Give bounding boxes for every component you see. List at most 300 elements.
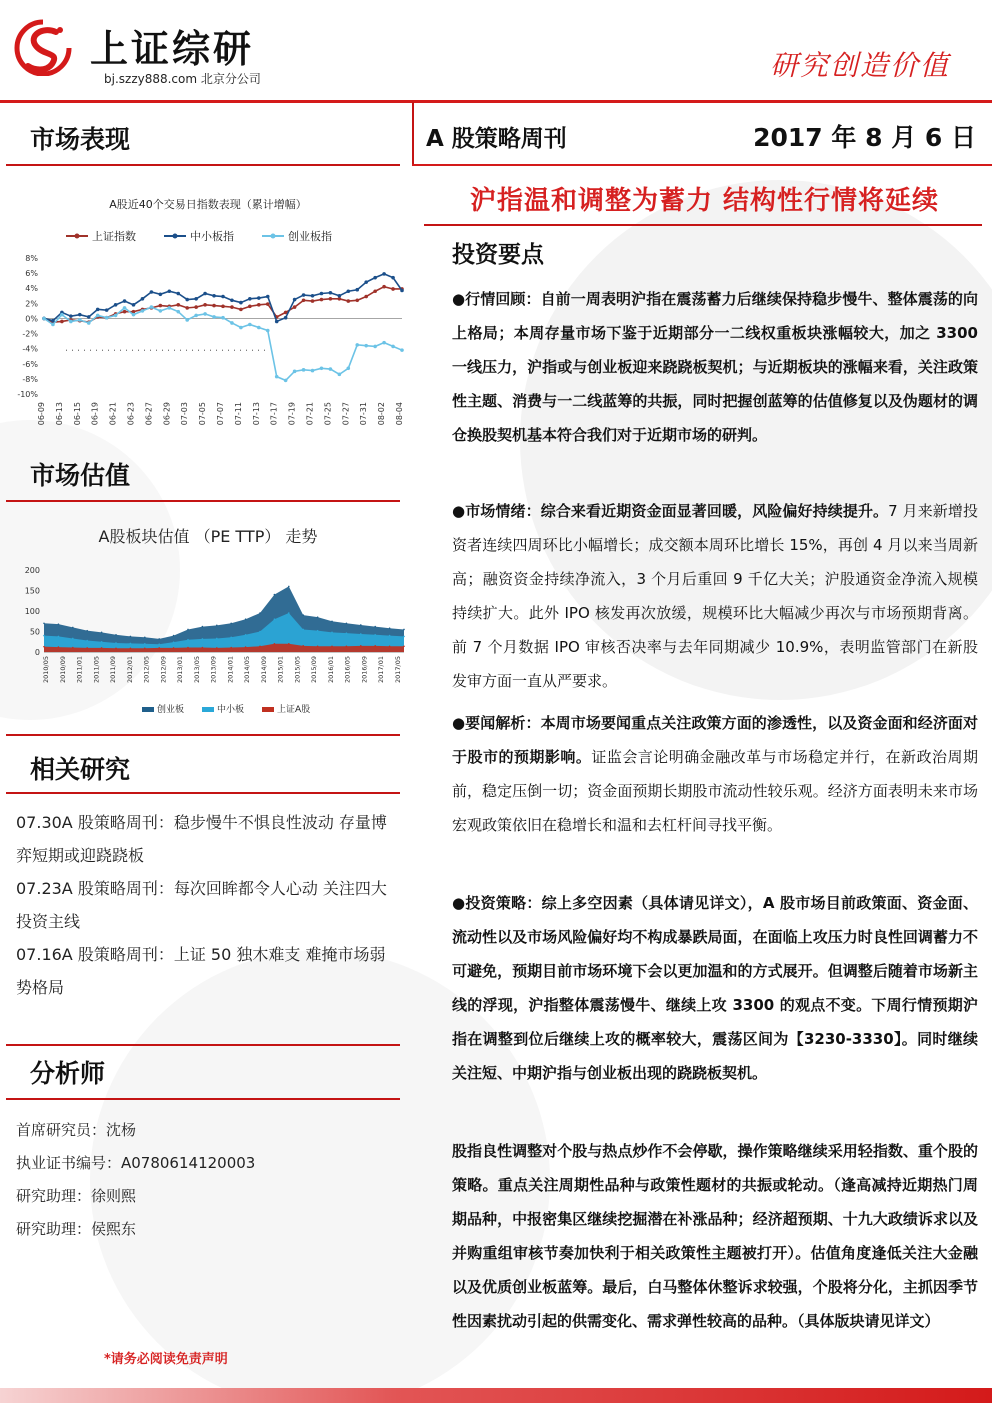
y-tick-label: 4% <box>25 284 38 294</box>
data-point <box>87 321 91 325</box>
valuation-chart <box>6 518 410 718</box>
y-tick-label: 2% <box>25 299 38 309</box>
data-point <box>69 320 73 324</box>
data-point <box>355 288 359 292</box>
y-tick-label: 6% <box>25 269 38 279</box>
data-point <box>58 646 60 648</box>
analyst-item: 执业证书编号：A0780614120003 <box>16 1154 256 1172</box>
x-tick-label: 2012/01 <box>125 656 134 684</box>
legend-item <box>142 702 184 715</box>
data-point <box>130 648 132 650</box>
index-chart-svg <box>6 190 410 440</box>
data-point <box>130 636 132 638</box>
data-point <box>212 294 216 298</box>
data-point <box>158 647 160 649</box>
data-point <box>245 634 247 636</box>
data-point <box>391 287 395 291</box>
data-point <box>331 620 333 622</box>
paragraph-text: 证监会言论明确金融改革与市场稳定并行，在新政治周期前，稳定压倒一切；资金面预期长期股市流动性较乐观。经济方面表明未来市场宏观政策依旧在稳增长和温和去杠杆间寻找平衡。 <box>452 748 978 834</box>
data-point <box>203 292 207 296</box>
x-tick-label: 06-27 <box>144 402 154 426</box>
data-point <box>96 308 100 312</box>
y-tick-label: -8% <box>22 374 38 384</box>
data-point <box>150 305 154 309</box>
analyst-item: 研究助理：徐则熙 <box>16 1187 137 1205</box>
data-point <box>216 625 218 627</box>
x-tick-label: 07-25 <box>323 402 333 426</box>
data-point <box>230 299 234 303</box>
data-point <box>400 348 404 352</box>
paragraph-text: ●投资策略：综上多空因素（具体请见详文），A 股市场目前政策面、资金面、流动性以及市场风险偏好均不构成暴跌局面，在面临上攻压力时良性回调蓄力不可避免，预期目前市场环境下会以更加温和的方式展开。但调整后随着市场新主线的浮现，沪指整体震荡慢牛、继续上攻 3300 的观点不变。下周行情预期沪指在调整到位后继续上攻的概率较大，震荡区间为【3230-3330】。同时继续关注短、中期沪指与创业板出现的跷跷板契机。 <box>452 894 978 1082</box>
data-point <box>274 643 276 645</box>
legend-label: 上证A股 <box>277 705 311 715</box>
data-point <box>360 645 362 647</box>
legend-swatch <box>202 707 214 712</box>
data-point <box>221 316 225 320</box>
data-point <box>288 643 290 645</box>
legend-label: 创业板 <box>157 705 185 715</box>
legend-label: 中小板指 <box>190 230 234 243</box>
data-point <box>329 367 333 371</box>
section-rule <box>6 734 400 736</box>
x-tick-label: 2015/05 <box>293 656 302 684</box>
data-point <box>194 305 198 309</box>
data-point <box>275 375 279 379</box>
data-point <box>266 295 270 299</box>
data-point <box>216 647 218 649</box>
x-tick-label: 07-13 <box>251 402 261 426</box>
data-point <box>150 290 154 294</box>
data-point <box>123 299 127 303</box>
data-point <box>355 299 359 303</box>
x-tick-label: 07-21 <box>305 402 315 426</box>
data-point <box>360 633 362 635</box>
data-point <box>115 648 117 650</box>
paragraph-sentiment <box>452 494 978 698</box>
data-point <box>72 638 74 640</box>
x-tick-label: 08-04 <box>395 402 404 426</box>
paragraph-stock-picking <box>452 1134 978 1338</box>
data-point <box>338 294 342 298</box>
data-point <box>403 645 405 647</box>
data-point <box>355 343 359 347</box>
data-point <box>239 308 243 312</box>
data-point <box>329 297 333 301</box>
data-point <box>60 313 64 317</box>
brand-name: 上证综研 <box>90 27 255 71</box>
data-point <box>317 616 319 618</box>
data-point <box>58 636 60 638</box>
data-point <box>51 323 55 327</box>
x-tick-label: 2011/01 <box>75 656 84 684</box>
data-point <box>257 326 261 330</box>
data-point <box>60 320 64 324</box>
publication-date: 2017 年 8 月 6 日 <box>753 123 976 152</box>
data-point <box>320 292 324 296</box>
data-point <box>141 309 145 313</box>
data-point <box>158 638 160 640</box>
data-point <box>302 368 306 372</box>
x-tick-label: 07-31 <box>359 402 369 426</box>
data-point <box>230 321 234 325</box>
data-point <box>176 303 180 307</box>
data-point <box>284 316 288 320</box>
data-point <box>114 314 118 318</box>
data-point <box>274 594 276 596</box>
data-point <box>115 642 117 644</box>
x-tick-label: 06-29 <box>162 402 172 426</box>
data-point <box>347 299 351 303</box>
data-point <box>101 647 103 649</box>
data-point <box>389 635 391 637</box>
data-point <box>389 645 391 647</box>
data-point <box>302 299 306 303</box>
footer-bar <box>0 1388 992 1403</box>
data-point <box>302 645 304 647</box>
data-point <box>141 297 145 301</box>
x-tick-label: 2015/09 <box>310 656 319 684</box>
section-title-analyst: 分析师 <box>30 1059 106 1088</box>
x-tick-label: 06-23 <box>126 402 136 426</box>
data-point <box>382 272 386 276</box>
x-tick-label: 2016/09 <box>360 656 369 684</box>
data-point <box>320 298 324 302</box>
data-point <box>86 647 88 649</box>
data-point <box>230 647 232 649</box>
data-point <box>346 623 348 625</box>
x-tick-label: 2013/01 <box>176 656 185 684</box>
data-point <box>347 289 351 293</box>
data-point <box>176 310 180 314</box>
related-research-item[interactable]: 07.16A 股策略周刊：上证 50 独木难支 难掩市场弱势格局 <box>16 945 386 997</box>
data-point <box>43 623 45 625</box>
legend-swatch <box>262 707 274 712</box>
data-point <box>86 640 88 642</box>
data-point <box>105 316 109 320</box>
related-research-list <box>16 806 396 1004</box>
data-point <box>176 292 180 296</box>
data-point <box>275 320 279 324</box>
data-point <box>230 636 232 638</box>
data-point <box>130 643 132 645</box>
x-tick-label: 2011/05 <box>92 656 101 684</box>
data-point <box>259 612 261 614</box>
analyst-item: 首席研究员：沈杨 <box>16 1121 137 1139</box>
legend-item <box>262 702 310 715</box>
data-point <box>302 614 304 616</box>
data-point <box>69 314 73 318</box>
section-title-market: 市场表现 <box>30 125 131 154</box>
legend-swatch <box>142 707 154 712</box>
data-point <box>72 647 74 649</box>
data-point <box>132 303 136 307</box>
data-point <box>311 299 315 303</box>
x-tick-label: 2014/09 <box>259 656 268 684</box>
valuation-chart-svg <box>6 518 410 718</box>
data-point <box>391 276 395 280</box>
x-tick-label: 2013/09 <box>209 656 218 684</box>
chart-title: A股板块估值 （PE TTP） 走势 <box>98 527 318 546</box>
data-point <box>400 289 404 293</box>
data-point <box>317 645 319 647</box>
legend-label: 创业板指 <box>288 230 332 243</box>
data-point <box>185 298 189 302</box>
x-tick-label: 07-07 <box>216 402 225 426</box>
data-point <box>202 638 204 640</box>
data-point <box>221 305 225 309</box>
data-point <box>194 297 198 301</box>
data-point <box>43 646 45 648</box>
x-tick-label: 2015/01 <box>276 656 285 684</box>
y-tick-label: -6% <box>22 359 38 369</box>
data-point <box>403 636 405 638</box>
data-point <box>173 641 175 643</box>
data-point <box>373 276 377 280</box>
data-point <box>239 326 243 330</box>
x-tick-label: 07-11 <box>233 402 243 426</box>
data-point <box>221 295 225 299</box>
data-point <box>329 291 333 295</box>
data-point <box>391 345 395 349</box>
data-point <box>245 646 247 648</box>
data-point <box>266 329 270 333</box>
analyst-item: 研究助理：侯熙东 <box>16 1220 137 1238</box>
data-point <box>101 632 103 634</box>
data-point <box>364 295 368 299</box>
data-point <box>364 280 368 284</box>
x-tick-label: 2016/05 <box>343 656 352 684</box>
data-point <box>185 306 189 310</box>
data-point <box>373 345 377 349</box>
data-point <box>382 341 386 345</box>
x-tick-label: 06-09 <box>37 402 46 426</box>
x-tick-label: 2013/05 <box>192 656 201 684</box>
y-tick-label: 100 <box>24 607 40 616</box>
data-point <box>248 305 252 309</box>
data-point <box>245 618 247 620</box>
brand-logo-icon <box>12 18 74 76</box>
x-tick-label: 07-03 <box>180 402 190 426</box>
y-tick-label: 8% <box>25 254 38 263</box>
paragraph-text: ●行情回顾：自前一周表明沪指在震荡蓄力后继续保持稳步慢牛、整体震荡的向上格局；本周存量市场下鉴于近期部分一二线权重板块涨幅较大，加之 3300 一线压力，沪指或与创业板迎来跷跷板契机；与近期板块的涨幅来看，关注政策性主题、消费与一二线蓝筹的共振，同时把握创蓝筹的估值修复以及伪题材的调仓换股契机基本符合我们对于近期市场的研判。 <box>452 290 978 444</box>
data-point <box>302 629 304 631</box>
data-point <box>389 627 391 629</box>
y-tick-label: 150 <box>24 586 40 596</box>
x-tick-label: 06-21 <box>108 402 118 426</box>
data-point <box>212 315 216 319</box>
y-tick-label: 200 <box>24 566 40 575</box>
y-tick-label: -10% <box>17 390 38 399</box>
data-point <box>284 379 288 383</box>
data-point <box>159 304 163 308</box>
data-point <box>302 293 306 297</box>
section-rule <box>6 1098 400 1100</box>
data-point <box>374 634 376 636</box>
data-point <box>86 630 88 632</box>
headline-rule <box>424 224 982 226</box>
y-tick-label: -2% <box>22 329 38 339</box>
header-rule <box>412 164 992 166</box>
section-rule <box>6 1044 400 1046</box>
data-point <box>203 303 207 307</box>
related-research-item[interactable]: 07.30A 股策略周刊：稳步慢牛不惧良性波动 存量博弈短期或迎跷跷板 <box>16 813 387 865</box>
data-point <box>274 618 276 620</box>
analyst-list <box>16 1114 396 1246</box>
data-point <box>230 623 232 625</box>
data-point <box>259 645 261 647</box>
data-point <box>288 586 290 588</box>
x-tick-label: 07-17 <box>269 402 279 426</box>
section-rule <box>6 500 400 502</box>
section-title-related: 相关研究 <box>30 755 131 784</box>
section-title-valuation: 市场估值 <box>30 461 131 490</box>
data-point <box>202 626 204 628</box>
data-point <box>101 641 103 643</box>
data-point <box>374 645 376 647</box>
data-point <box>257 296 261 300</box>
data-point <box>266 302 270 306</box>
x-tick-label: 07-27 <box>341 402 351 426</box>
data-point <box>173 647 175 649</box>
data-point <box>360 624 362 626</box>
y-tick-label: 0% <box>25 314 38 324</box>
data-point <box>293 370 297 374</box>
data-point <box>105 308 109 312</box>
data-point <box>317 630 319 632</box>
x-tick-label: 2014/01 <box>226 656 235 684</box>
data-point <box>403 629 405 631</box>
data-point <box>78 318 82 322</box>
y-tick-label: 0 <box>34 648 40 657</box>
chart-title: A股近40个交易日指数表现（累计增幅） <box>109 198 307 211</box>
key-points-title: 投资要点 <box>452 242 544 268</box>
publication-title: A 股策略周刊 <box>426 126 567 152</box>
y-tick-label: 50 <box>29 627 40 637</box>
data-point <box>123 310 127 314</box>
data-point <box>78 313 82 317</box>
index-performance-chart <box>6 190 410 440</box>
data-point <box>311 369 315 373</box>
data-point <box>58 623 60 625</box>
data-point <box>338 373 342 377</box>
x-tick-label: 06-19 <box>90 402 100 426</box>
x-tick-label: 2017/05 <box>394 656 402 684</box>
x-tick-label: 2012/09 <box>159 656 168 684</box>
data-point <box>144 643 146 645</box>
data-point <box>346 632 348 634</box>
x-tick-label: 2010/09 <box>58 656 67 684</box>
data-point <box>72 627 74 629</box>
legend-label: 中小板 <box>217 705 245 715</box>
data-point <box>144 648 146 650</box>
data-point <box>202 647 204 649</box>
data-point <box>230 305 234 309</box>
data-point <box>239 301 243 305</box>
data-point <box>331 645 333 647</box>
x-tick-label: 07-05 <box>198 402 208 426</box>
data-point <box>288 612 290 614</box>
data-point <box>158 643 160 645</box>
data-point <box>115 634 117 636</box>
legend-label: 上证指数 <box>92 230 136 243</box>
x-tick-label: 08-02 <box>377 402 387 426</box>
data-point <box>42 317 46 321</box>
slogan: 研究创造价值 <box>769 49 950 82</box>
data-point <box>374 626 376 628</box>
data-point <box>311 294 315 298</box>
data-point <box>382 285 386 289</box>
paragraph-text: 股指良性调整对个股与热点炒作不会停歇，操作策略继续采用轻指数、重个股的策略。重点关注周期性品种与政策性题材的共振或轮动。（逢高减持近期热门周期品种，中报密集区继续挖掘潜在补涨品种；经济超预期、十九大政绩诉求以及并购重组审核节奏加快利于相关政策性主题被打开）。估值角度逢低关注大金融以及优质创业板蓝筹。最后，白马整体休整诉求较强，个股将分化，主抓因季节性因素扰动引起的供需变化、需求弹性较高的品种。（具体版块请见详文） <box>452 1142 978 1330</box>
paragraph-review <box>452 282 978 452</box>
paragraph-lead: ●要闻解析：本周市场要闻重点关注政策方面的渗透性，以及资金面和经济面对于股市的预期影响。 <box>452 714 978 766</box>
data-point <box>212 304 216 308</box>
header-divider <box>0 100 992 103</box>
data-point <box>132 313 136 317</box>
legend-item <box>202 702 244 715</box>
data-point <box>257 303 261 307</box>
data-point <box>159 309 163 313</box>
x-tick-label: 2017/01 <box>377 656 386 684</box>
data-point <box>364 344 368 348</box>
data-point <box>216 638 218 640</box>
x-tick-label: 06-13 <box>54 402 64 426</box>
data-point <box>185 318 189 322</box>
data-point <box>43 635 45 637</box>
data-point <box>248 323 252 327</box>
data-point <box>320 367 324 371</box>
x-tick-label: 2011/09 <box>109 656 118 684</box>
data-point <box>187 647 189 649</box>
data-point <box>293 298 297 302</box>
data-point <box>347 367 351 371</box>
data-point <box>168 289 172 293</box>
section-rule <box>6 792 400 794</box>
brand-subtitle: bj.szzy888.com 北京分公司 <box>104 72 261 86</box>
paragraph-news <box>452 706 978 842</box>
data-point <box>168 306 172 310</box>
data-point <box>159 292 163 296</box>
data-point <box>203 312 207 316</box>
x-tick-label: 2012/05 <box>142 656 151 684</box>
data-point <box>331 632 333 634</box>
data-point <box>96 314 100 318</box>
chart-legend <box>142 702 310 715</box>
headline: 沪指温和调整为蓄力 结构性行情将延续 <box>470 186 940 216</box>
x-tick-label: 2010/05 <box>42 656 50 684</box>
data-point <box>173 635 175 637</box>
paragraph-strategy <box>452 886 978 1090</box>
x-tick-label: 2016/01 <box>326 656 335 684</box>
disclaimer-link[interactable]: *请务必阅读免责声明 <box>104 1352 228 1367</box>
data-point <box>87 315 91 319</box>
related-research-item[interactable]: 07.23A 股策略周刊：每次回眸都令人心动 关注四大投资主线 <box>16 879 387 931</box>
x-tick-label: 2014/05 <box>243 656 252 684</box>
data-point <box>248 297 252 301</box>
paragraph-text: 7 月来新增投资者连续四周环比小幅增长；成交额本周环比增长 15%，再创 4 月以来当周新高；融资资金持续净流入，3 个月后重回 9 千亿大关；沪股通资金净流入规模持续扩大。此外 IPO 核发再次放缓，规模环比大幅减少再次与市场预期背离。前 7 个月数据 IPO 审核否决率与去年同期减少 10.9%，表明监管部门在新股发审方面一直从严要求。 <box>452 502 979 690</box>
data-point <box>373 289 377 293</box>
data-point <box>123 306 127 310</box>
data-point <box>187 639 189 641</box>
y-tick-label: -4% <box>22 344 38 354</box>
data-point <box>114 303 118 307</box>
data-point <box>194 314 198 318</box>
section-rule <box>6 164 400 166</box>
data-point <box>293 305 297 309</box>
x-tick-label: 06-15 <box>72 402 82 426</box>
data-point <box>144 636 146 638</box>
data-point <box>259 631 261 633</box>
x-tick-label: 07-19 <box>287 402 297 426</box>
